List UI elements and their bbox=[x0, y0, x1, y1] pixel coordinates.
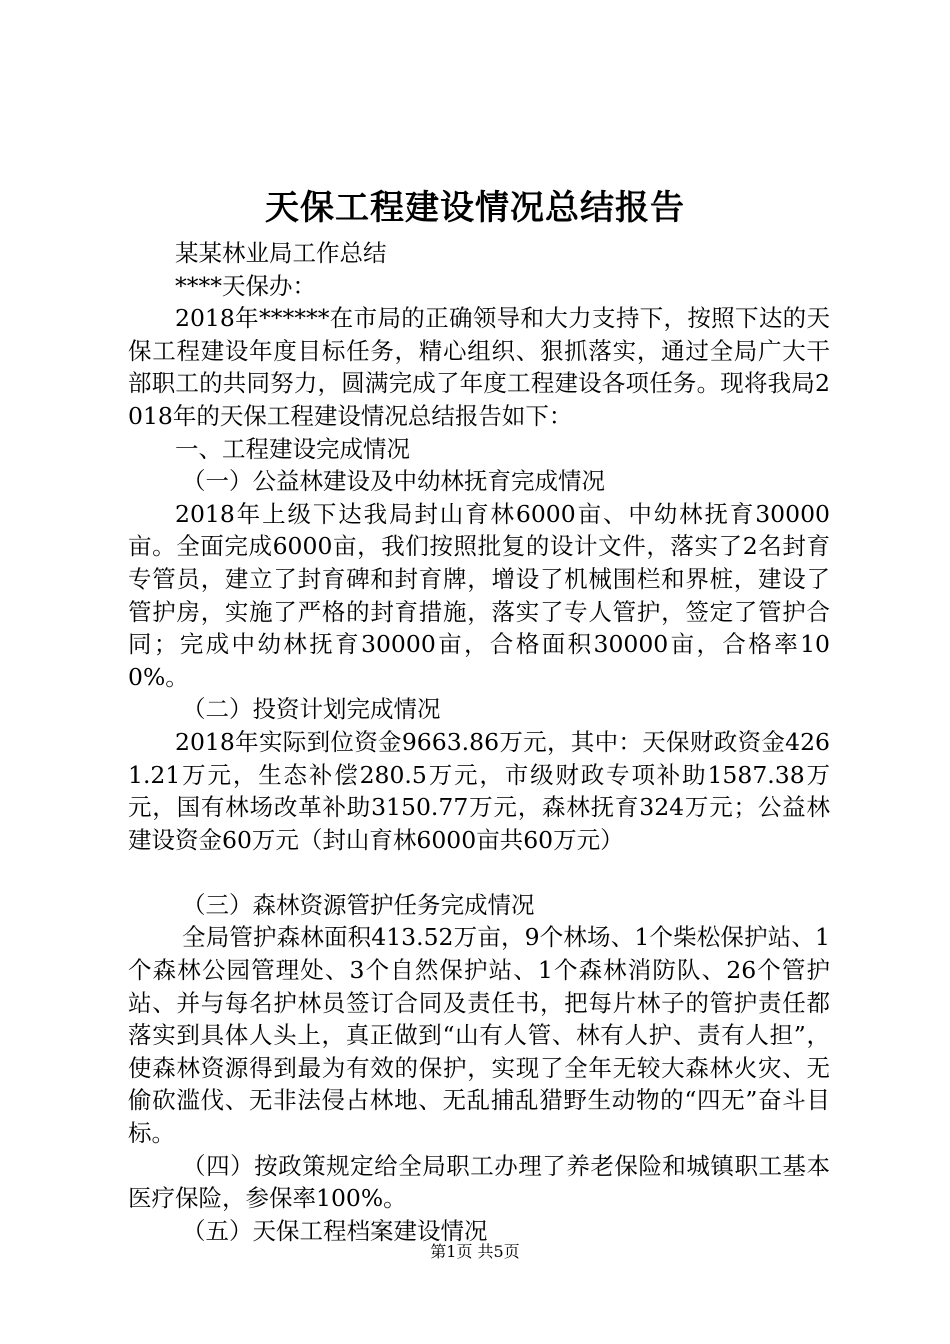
heading-subsection-1: （一）公益林建设及中幼林抚育完成情况 bbox=[182, 467, 606, 496]
document-body bbox=[128, 237, 830, 1247]
paragraph-subsection-4: （四）按政策规定给全局职工办理了养老保险和城镇职工基本医疗保险，参保率100%。 bbox=[128, 1151, 830, 1213]
document-title: 天保工程建设情况总结报告 bbox=[265, 188, 685, 228]
paragraph-recipient: ****天保办： bbox=[175, 271, 316, 300]
paragraph-subsection-2: 2018年实际到位资金9663.86万元，其中：天保财政资金4261.21万元，生态补偿280.5万元，市级财政专项补助1587.38万元，国有林场改革补助3150.77万元，森林抚育324万元；公益林建设资金60万元（封山育林6000亩共60万元） bbox=[128, 727, 830, 854]
heading-section-1: 一、工程建设完成情况 bbox=[175, 434, 410, 463]
paragraph-subsection-1: 2018年上级下达我局封山育林6000亩、中幼林抚育30000亩。全面完成6000亩，我们按照批复的设计文件，落实了2名封育专管员，建立了封育碑和封育牌，增设了机械围栏和界桩，建设了管护房，实施了严格的封育措施，落实了专人管护，签定了管护合同；完成中幼林抚育30000亩，合格面积30000亩，合格率100%。 bbox=[128, 499, 830, 691]
blank-line bbox=[128, 856, 830, 889]
heading-subsection-3: （三）森林资源管护任务完成情况 bbox=[182, 890, 535, 919]
heading-subsection-5: （五）天保工程档案建设情况 bbox=[182, 1216, 488, 1245]
paragraph-subsection-3: 全局管护森林面积413.52万亩，9个林场、1个柴松保护站、1个森林公园管理处、3个自然保护站、1个森林消防队、26个管护站、并与每名护林员签订合同及责任书，把每片林子的管护责任都落实到具体人头上，真正做到“山有人管、林有人护、责有人担”，使森林资源得到最为有效的保护，实现了全年无较大森林火灾、无偷砍滥伐、无非法侵占林地、无乱捕乱猎野生动物的“四无”奋斗目标。 bbox=[128, 923, 830, 1148]
page-footer: 第1页 共5页 bbox=[430, 1242, 520, 1261]
heading-subsection-2: （二）投资计划完成情况 bbox=[182, 695, 441, 724]
paragraph-org: 某某林业局工作总结 bbox=[175, 239, 387, 267]
paragraph-intro: 2018年******在市局的正确领导和大力支持下，按照下达的天保工程建设年度目标任务，精心组织、狠抓落实，通过全局广大干部职工的共同努力，圆满完成了年度工程建设各项任务。现将我局2018年的天保工程建设情况总结报告如下： bbox=[128, 304, 830, 430]
